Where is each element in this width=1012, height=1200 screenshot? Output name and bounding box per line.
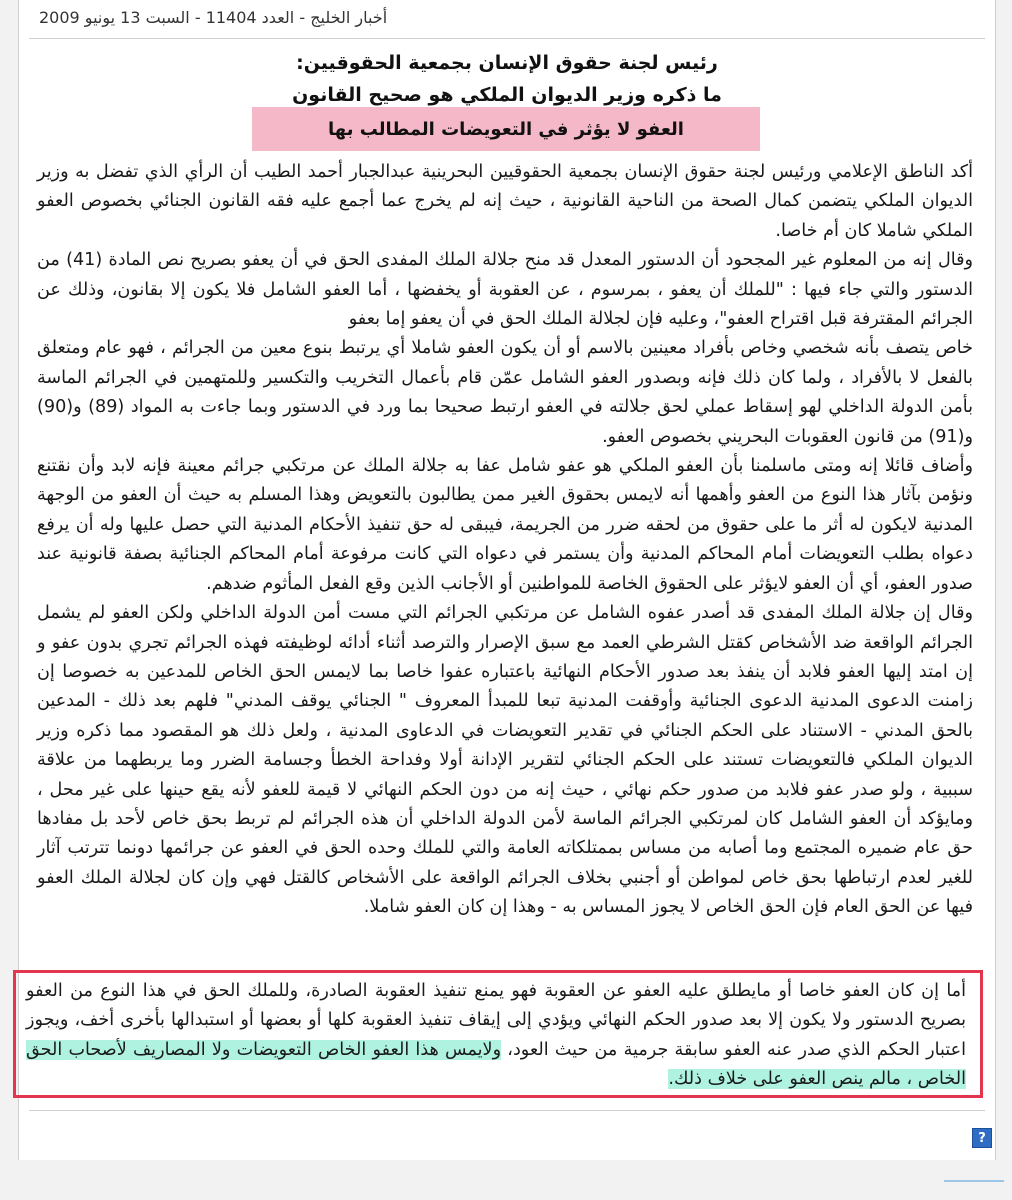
- headline-highlighted: العفو لا يؤثر في التعويضات المطالب بها: [252, 107, 760, 151]
- highlighted-text: ولايمس هذا العفو الخاص التعويضات ولا المصاريف لأصحاب الحق الخاص ، مالم ينص العفو على خلاف ذلك.: [26, 1039, 966, 1090]
- highlighted-paragraph-box: [13, 970, 983, 1098]
- headline-primary: رئيس لجنة حقوق الإنسان بجمعية الحقوقيين:: [296, 52, 718, 74]
- headline-secondary: ما ذكره وزير الديوان الملكي هو صحيح القانون: [292, 84, 722, 106]
- article-body: [37, 158, 973, 923]
- divider: [29, 1110, 985, 1111]
- divider: [29, 38, 985, 39]
- article-paragraph: أكد الناطق الإعلامي ورئيس لجنة حقوق الإنسان بجمعية الحقوقيين البحرينية عبدالجبار أحمد الطيب أن الرأي الذي تفضل به وزير الديوان الملكي يتضمن كمال الصحة من الناحية القانونية ، حيث إنه لم يخرج عما أجمع عليه فقه القانون الجنائي بخصوص العفو الملكي شاملا كان أم خاصا.: [37, 162, 973, 241]
- boxed-paragraph-text: أما إن كان العفو خاصا أو مايطلق عليه العفو عن العقوبة فهو يمنع تنفيذ العقوبة الصادرة، وللملك الحق في هذا النوع من العفو بصريح الدستور ولا يكون إلا بعد صدور الحكم النهائي ويؤدي إلى إيقاف تنفيذ العقوبة كلها أو بعضها أو استبدالها بأخرى أخف، ويجوز اعتبار الحكم الذي صدر عنه العفو سابقة جرمية من حيث العود،: [26, 981, 966, 1060]
- article-paragraph: وأضاف قائلا إنه ومتى ماسلمنا بأن العفو الملكي هو عفو شامل عفا به جلالة الملك عن مرتكبي جرائم معينة فإنه لابد وأن نقتنع ونؤمن بآثار هذا النوع من العفو وأهمها أنه لايمس بحقوق الغير ممن يطالبون بالتعويض وهذا المسلم به حيث أن العفو من الوجهة المدنية لايكون له أثر ما على حقوق من لحقه ضرر من الجريمة، فيبقى له حق تنفيذ الأحكام المدنية التي حصل عليها وله أن يرفع دعواه بطلب التعويضات أمام المحاكم المدنية وأن يستمر في دعواه التي كانت مرفوعة أمام المحاكم الجنائية بصفة قانونية عند صدور العفو، أي أن العفو لايؤثر على الحقوق الخاصة للمواطنين أو الأجانب الذين وقع الفعل المأثوم ضدهم.: [37, 456, 973, 594]
- source-line: أخبار الخليج - العدد 11404 - السبت 13 يونيو 2009: [39, 8, 388, 27]
- help-button[interactable]: ?: [972, 1128, 992, 1148]
- article-paragraph: وقال إن جلالة الملك المفدى قد أصدر عفوه الشامل عن مرتكبي الجرائم التي مست أمن الدولة الداخلي ولكن العفو لم يشمل الجرائم الواقعة ضد الأشخاص كقتل الشرطي العمد مع سبق الإصرار والترصد أثناء أدائه لوظيفته فهذه الجرائم تجري بدون عفو و إن امتد إليها العفو فلابد أن ينفذ بعد صدور الأحكام النهائية باعتباره عفوا خاصا بما لايمس الحق الخاص للمدعين به خصوصا إن زامنت الدعوى المدنية الدعوى الجنائية وأوقفت المدنية تبعا للمبدأ المعروف " الجنائي يوقف المدني" فلهم بعد ذلك - المدعين بالحق المدني - الاستناد على الحكم الجنائي في تقدير التعويضات في الدعاوى المدنية ، ولعل ذلك هو المقصود مما ذكره وزير الديوان الملكي فالتعويضات تستند على الحكم الجنائي لتقرير الإدانة أولا وفداحة الخطأ وجسامة الضرر وما يربطهما من علاقة سببية ، ولو صدر عفو فلابد من صدور حكم نهائي ، حيث إنه من دون الحكم النهائي لا قيمة للعفو لأنه يقع حينها على غير محل ، ومايؤكد أن العفو الشامل كان لمرتكبي الجرائم الماسة لأمن الدولة الداخلي أن هذه الجرائم لم تربط بحق خاص لأحد بل مفادها حق عام ضميره المجتمع وما أصابه من مساس بممتلكاته العامة والتي للملك وحده الحق في العفو عن جرائمها دونما تترتب آثار للغير لعدم ارتباطها بحق خاص لمواطن أو أجنبي بخلاف الجرائم الواقعة على الأشخاص كالقتل فهي وإن كان لجلالة الملك العفو فيها عن الحق العام فإن الحق الخاص لا يجوز المساس به - وهذا إن كان العفو شاملا.: [37, 603, 973, 918]
- footer-link-fragment: [944, 1180, 1004, 1188]
- article-paragraph: خاص يتصف بأنه شخصي وخاص بأفراد معينين بالاسم أو أن يكون العفو شاملا أي يرتبط بنوع معين من الجرائم ، فهو عام ومتعلق بالفعل لا بالأفراد ، ولما كان ذلك فإنه وبصدور العفو الشامل عمّن قام بأعمال التخريب والتكسير وللمتهمين في الجرائم الماسة بأمن الدولة الداخلي لهو إسقاط عملي لحق جلالته في العفو ارتبط صحيحا بما ورد في الدستور وبما جاءت به المواد (89) و(90) و(91) من قانون العقوبات البحريني بخصوص العفو.: [37, 338, 973, 447]
- article-paragraph: وقال إنه من المعلوم غير المجحود أن الدستور المعدل قد منح جلالة الملك المفدى الحق في أن يعفو بصريح نص المادة (41) من الدستور والتي جاء فيها : "للملك أن يعفو ، بمرسوم ، عن العقوبة أو يخفضها ، أما العفو الشامل فلا يكون إلا بقانون، وذلك عن الجرائم المقترفة قبل اقتراح العفو"، وعليه فإن لجلالة الملك الحق في أن يعفو إما بعفو: [37, 250, 973, 330]
